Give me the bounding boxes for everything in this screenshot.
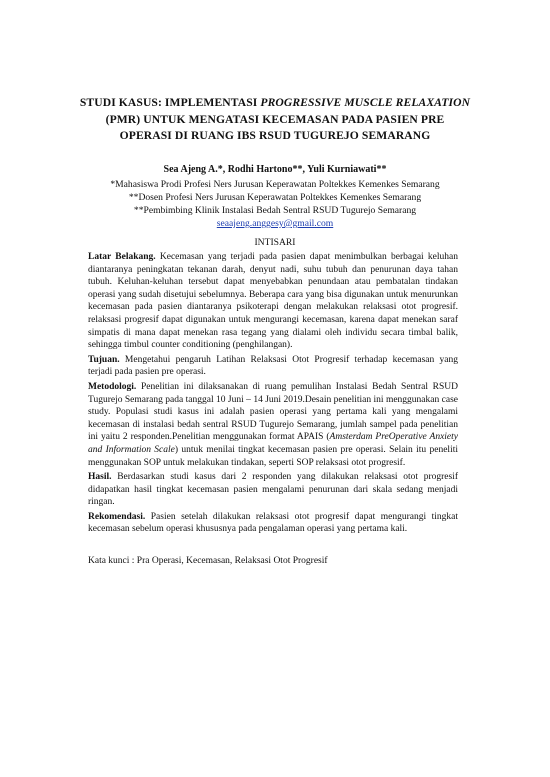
recommendation-text: Pasien setelah dilakukan relaksasi otot progresif dapat mengurangi tingkat kecemasan sebelum operasi khususnya pada pengalaman operasi yang pertama kali.	[88, 511, 458, 535]
objective-text: Mengetahui pengaruh Latihan Relaksasi Otot Progresif terhadap kecemasan yang terjadi pada pasien pre operasi.	[88, 354, 458, 378]
abstract-background	[88, 251, 458, 352]
objective-label: Tujuan.	[88, 354, 120, 365]
email-row	[60, 218, 490, 231]
affiliation-student: *Mahasiswa Prodi Profesi Ners Jurusan Keperawatan Poltekkes Kemenkes Semarang	[110, 179, 440, 190]
background-label: Latar Belakang.	[88, 252, 156, 262]
title-line1-italic: PROGRESSIVE MUSCLE RELAXATION	[260, 96, 471, 109]
abstract-methodology	[88, 381, 458, 469]
results-text: Berdasarkan studi kasus dari 2 responden yang dilakukan relaksasi otot progresif didapatkan hasil tingkat kecemasan pasien mengalami penurunan dari skala sedang menjadi ringan.	[88, 472, 458, 508]
author-list: Sea Ajeng A.*, Rodhi Hartono**, Yuli Kurniawati**	[163, 164, 387, 175]
affiliation-lecturer: **Dosen Profesi Ners Jurusan Keperawatan Poltekkes Kemenkes Semarang	[128, 192, 422, 203]
keywords: Kata kunci : Pra Operasi, Kecemasan, Relaksasi Otot Progresif	[88, 556, 328, 566]
abstract-body	[88, 251, 458, 538]
title-line1-plain: STUDI KASUS: IMPLEMENTASI	[79, 96, 261, 109]
methodology-text-a: Penelitian ini dilaksanakan di ruang pemulihan Instalasi Bedah Sentral RSUD Tugurejo Semarang pada tanggal 10 Juni – 14 Juni 2019.Desain penelitian ini menggunakan case study. Populasi studi kasus ini adalah pasien operasi yang pertama kali yang mengalami kecemasan di instalasi bedah sentral RSUD Tugurejo Semarang, jumlah sampel pada penelitian ini yaitu 2 responden.Penelitian menggunakan format APAIS (	[88, 381, 458, 443]
abstract-results	[88, 471, 458, 509]
title-line3: OPERASI DI RUANG IBS RSUD TUGUREJO SEMARANG	[119, 129, 431, 142]
methodology-text-b: ) untuk menilai tingkat kecemasan pasien pre operasi. Selain itu peneliti menggunakan SOP untuk melakukan tindakan, seperti SOP relaksasi otot progresif.	[88, 444, 458, 468]
results-label: Hasil.	[88, 472, 112, 483]
abstract-heading: INTISARI	[254, 237, 296, 248]
abstract-recommendation	[88, 511, 458, 536]
background-text: Kecemasan yang terjadi pada pasien dapat menimbulkan berbagai keluhan diantaranya peningkatan tekanan darah, denyut nadi, suhu tubuh dan penurunan daya tahan tubuh. Keluhan-keluhan tersebut dapat menyebabkan penundaan atau pembatalan tindakan operasi yang sudah disetujui sebelumnya. Beberapa cara yang bisa digunakan untuk menurunkan kecemasan pada pasien diantaranya psikoterapi dengan melakukan relaksasi otot progresif. relaksasi progresif dapat digunakan untuk mengurangi kecemasan, karena dapat menekan saraf simpatis di mana dapat menekan rasa tegang yang dialami oleh individu secara timbal balik, sehingga timbul counter conditioning (penghilangan).	[88, 252, 458, 351]
abstract-objective	[88, 354, 458, 379]
recommendation-label: Rekomendasi.	[88, 511, 146, 522]
paper-title	[60, 95, 490, 145]
methodology-italic: Amsterdam PreOperative Anxiety and Information Scale	[88, 432, 458, 455]
affiliation-clinical-supervisor: **Pembimbing Klinik Instalasi Bedah Sentral RSUD Tugurejo Semarang	[133, 205, 417, 216]
email-link[interactable]: seaajeng.anggesy@gmail.com	[216, 218, 334, 229]
title-line2: (PMR) UNTUK MENGATASI KECEMASAN PADA PASIEN PRE	[105, 112, 445, 126]
methodology-label: Metodologi.	[88, 381, 137, 392]
